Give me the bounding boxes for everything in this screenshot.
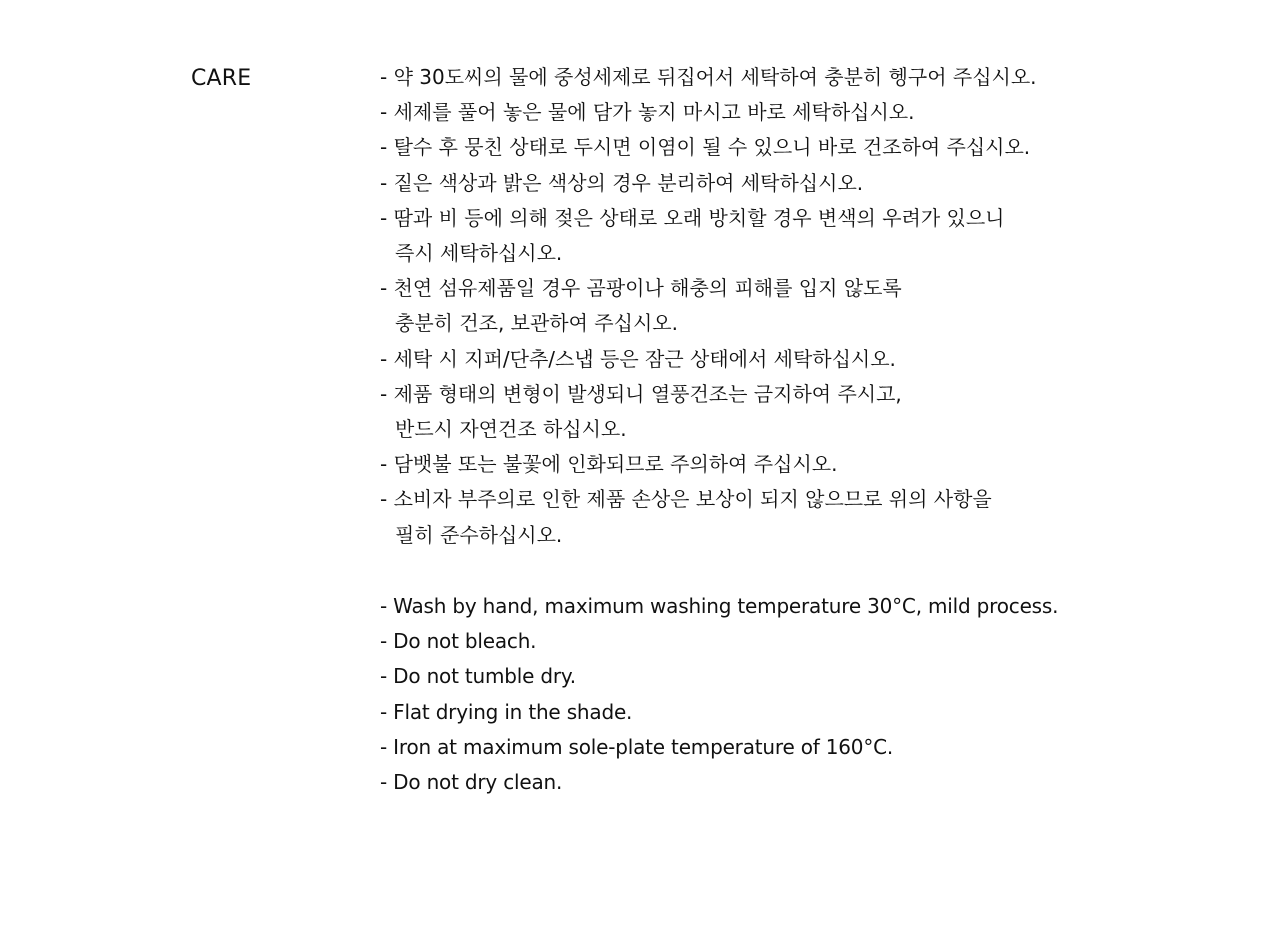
care-item: - Wash by hand, maximum washing temperature 30°C, mild process. bbox=[380, 594, 1059, 618]
care-item: - Do not dry clean. bbox=[380, 770, 563, 795]
care-item: - 땀과 비 등에 의해 젖은 상태로 오래 방치할 경우 변색의 우려가 있으니 즉시 세탁하십시오. bbox=[380, 205, 1005, 266]
care-item: - 천연 섬유제품일 경우 곰팡이나 해충의 피해를 입지 않도록 충분히 건조, 보관하여 주십시오. bbox=[380, 276, 902, 336]
care-instructions-english bbox=[380, 589, 1260, 800]
care-item: - 세제를 풀어 놓은 물에 담가 놓지 마시고 바로 세탁하십시오. bbox=[380, 100, 915, 125]
section-spacer bbox=[380, 553, 1260, 589]
care-item: - Flat drying in the shade. bbox=[380, 699, 633, 724]
care-instructions-korean bbox=[380, 60, 1260, 589]
care-item: - 제품 형태의 변형이 발생되니 열풍건조는 금지하여 주시고, 반드시 자연건조 하십시오. bbox=[380, 381, 902, 442]
care-item: - Iron at maximum sole-plate temperature of 160°C. bbox=[380, 734, 894, 759]
care-item: - 탈수 후 뭉친 상태로 두시면 이염이 될 수 있으니 바로 건조하여 주십시오. bbox=[380, 135, 1031, 160]
care-item: - Do not bleach. bbox=[380, 629, 537, 654]
care-item: - 소비자 부주의로 인한 제품 손상은 보상이 되지 않으므로 위의 사항을 필히 준수하십시오. bbox=[380, 487, 992, 547]
care-item: - 세탁 시 지퍼/단추/스냅 등은 잠근 상태에서 세탁하십시오. bbox=[380, 346, 896, 371]
care-item: - 담뱃불 또는 불꽃에 인화되므로 주의하여 주십시오. bbox=[380, 452, 838, 477]
care-item: - Do not tumble dry. bbox=[380, 664, 576, 689]
care-item: - 짙은 색상과 밝은 색상의 경우 분리하여 세탁하십시오. bbox=[380, 170, 864, 195]
care-title: CARE bbox=[191, 66, 252, 91]
care-item: - 약 30도씨의 물에 중성세제로 뒤집어서 세탁하여 충분히 헹구어 주십시오. bbox=[380, 65, 1037, 89]
